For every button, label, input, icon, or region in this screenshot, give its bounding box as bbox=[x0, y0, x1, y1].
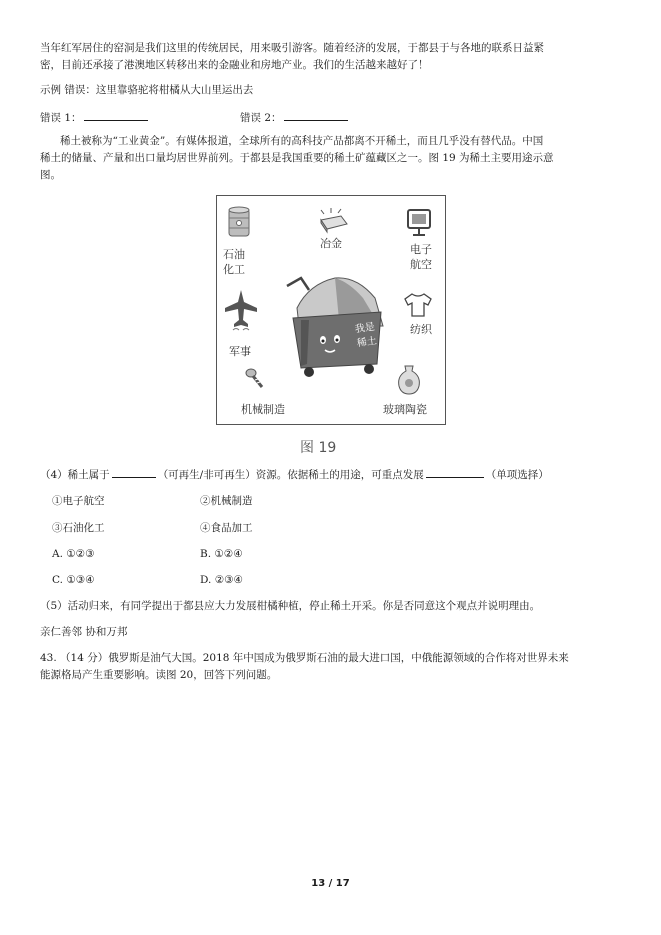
choice-d[interactable]: D. ②③④ bbox=[200, 574, 243, 586]
label-rare-earth-2: 稀土 bbox=[356, 335, 378, 350]
label-textile: 纺织 bbox=[410, 323, 432, 336]
example-text: 示例 错误：这里靠骆驼将柑橘从大山里运出去 bbox=[40, 84, 254, 96]
label-machinery: 机械制造 bbox=[241, 403, 285, 416]
item-1: ①电子航空 bbox=[52, 495, 105, 507]
question-4-blank-2[interactable] bbox=[426, 466, 484, 478]
question-4-part-1: （4）稀土属于 bbox=[40, 469, 110, 481]
error-1-line bbox=[40, 109, 150, 126]
choice-b[interactable]: B. ①②④ bbox=[200, 548, 243, 560]
choice-a[interactable]: A. ①②③ bbox=[52, 548, 95, 560]
paragraph-1-line-2: 密，目前还承接了港澳地区转移出来的金融业和房地产业。我们的生活越来越好了！ bbox=[40, 59, 429, 71]
shirt-icon bbox=[403, 292, 433, 318]
figure-caption: 图 19 bbox=[300, 440, 337, 456]
label-military: 军事 bbox=[229, 345, 251, 358]
error-2-line bbox=[240, 109, 350, 126]
paragraph-2-line-2: 稀土的储量、产量和出口量均居世界前列。于都县是我国重要的稀土矿蕴藏区之一。图 19 为稀土主要用途示意 bbox=[40, 152, 554, 164]
paragraph-2-line-3: 图。 bbox=[40, 169, 61, 181]
error-2-blank[interactable] bbox=[284, 109, 348, 121]
page-number: 13 / 17 bbox=[311, 878, 350, 889]
paragraph-1-line-1: 当年红军居住的窑洞是我们这里的传统居民，用来吸引游客。随着经济的发展，于都县于与各地的联系日益紧 bbox=[40, 42, 544, 54]
label-electronics-2: 航空 bbox=[410, 258, 432, 271]
question-4-part-3: （单项选择） bbox=[485, 469, 549, 481]
question-5: （5）活动归来，有同学提出于都县应大力发展柑橘种植，停止稀土开采。你是否同意这个观点并说明理由。 bbox=[40, 600, 541, 612]
label-rare-earth-1: 我是 bbox=[354, 321, 376, 336]
error-2-label: 错误 2： bbox=[240, 112, 282, 124]
choice-c[interactable]: C. ①③④ bbox=[52, 574, 95, 586]
item-3: ③石油化工 bbox=[52, 522, 105, 534]
label-electronics-1: 电子 bbox=[410, 243, 432, 256]
error-1-label: 错误 1： bbox=[40, 112, 82, 124]
item-4: ④食品加工 bbox=[200, 522, 253, 534]
figure-19 bbox=[216, 195, 446, 425]
item-2: ②机械制造 bbox=[200, 495, 253, 507]
question-43-line-2: 能源格局产生重要影响。读图 20，回答下列问题。 bbox=[40, 669, 278, 681]
vase-icon bbox=[395, 364, 423, 396]
label-glass-ceramics: 玻璃陶瓷 bbox=[383, 403, 427, 416]
question-4-part-2: （可再生/非可再生）资源。依据稀土的用途，可重点发展 bbox=[157, 469, 424, 481]
metal-ingot-icon bbox=[313, 206, 353, 234]
label-metallurgy: 冶金 bbox=[320, 237, 342, 250]
oil-barrel-icon bbox=[227, 206, 251, 238]
airplane-icon bbox=[223, 288, 259, 336]
error-1-blank[interactable] bbox=[84, 109, 148, 121]
label-petrochemical-2: 化工 bbox=[223, 263, 245, 276]
question-4-line bbox=[40, 466, 549, 483]
question-43-line-1: 43. （14 分）俄罗斯是油气大国。2018 年中国成为俄罗斯石油的最大进口国，中俄能源领域的合作将对世界未来 bbox=[40, 652, 569, 664]
monitor-icon bbox=[405, 208, 433, 238]
screw-icon bbox=[245, 368, 265, 390]
question-4-blank-1[interactable] bbox=[112, 466, 156, 478]
paragraph-2-line-1: 稀土被称为“工业黄金”。有媒体报道，全球所有的高科技产品都离不开稀土，而且几乎没有替代品。中国 bbox=[60, 135, 544, 147]
label-petrochemical-1: 石油 bbox=[223, 248, 245, 261]
section-heading: 亲仁善邻 协和万邦 bbox=[40, 626, 128, 638]
